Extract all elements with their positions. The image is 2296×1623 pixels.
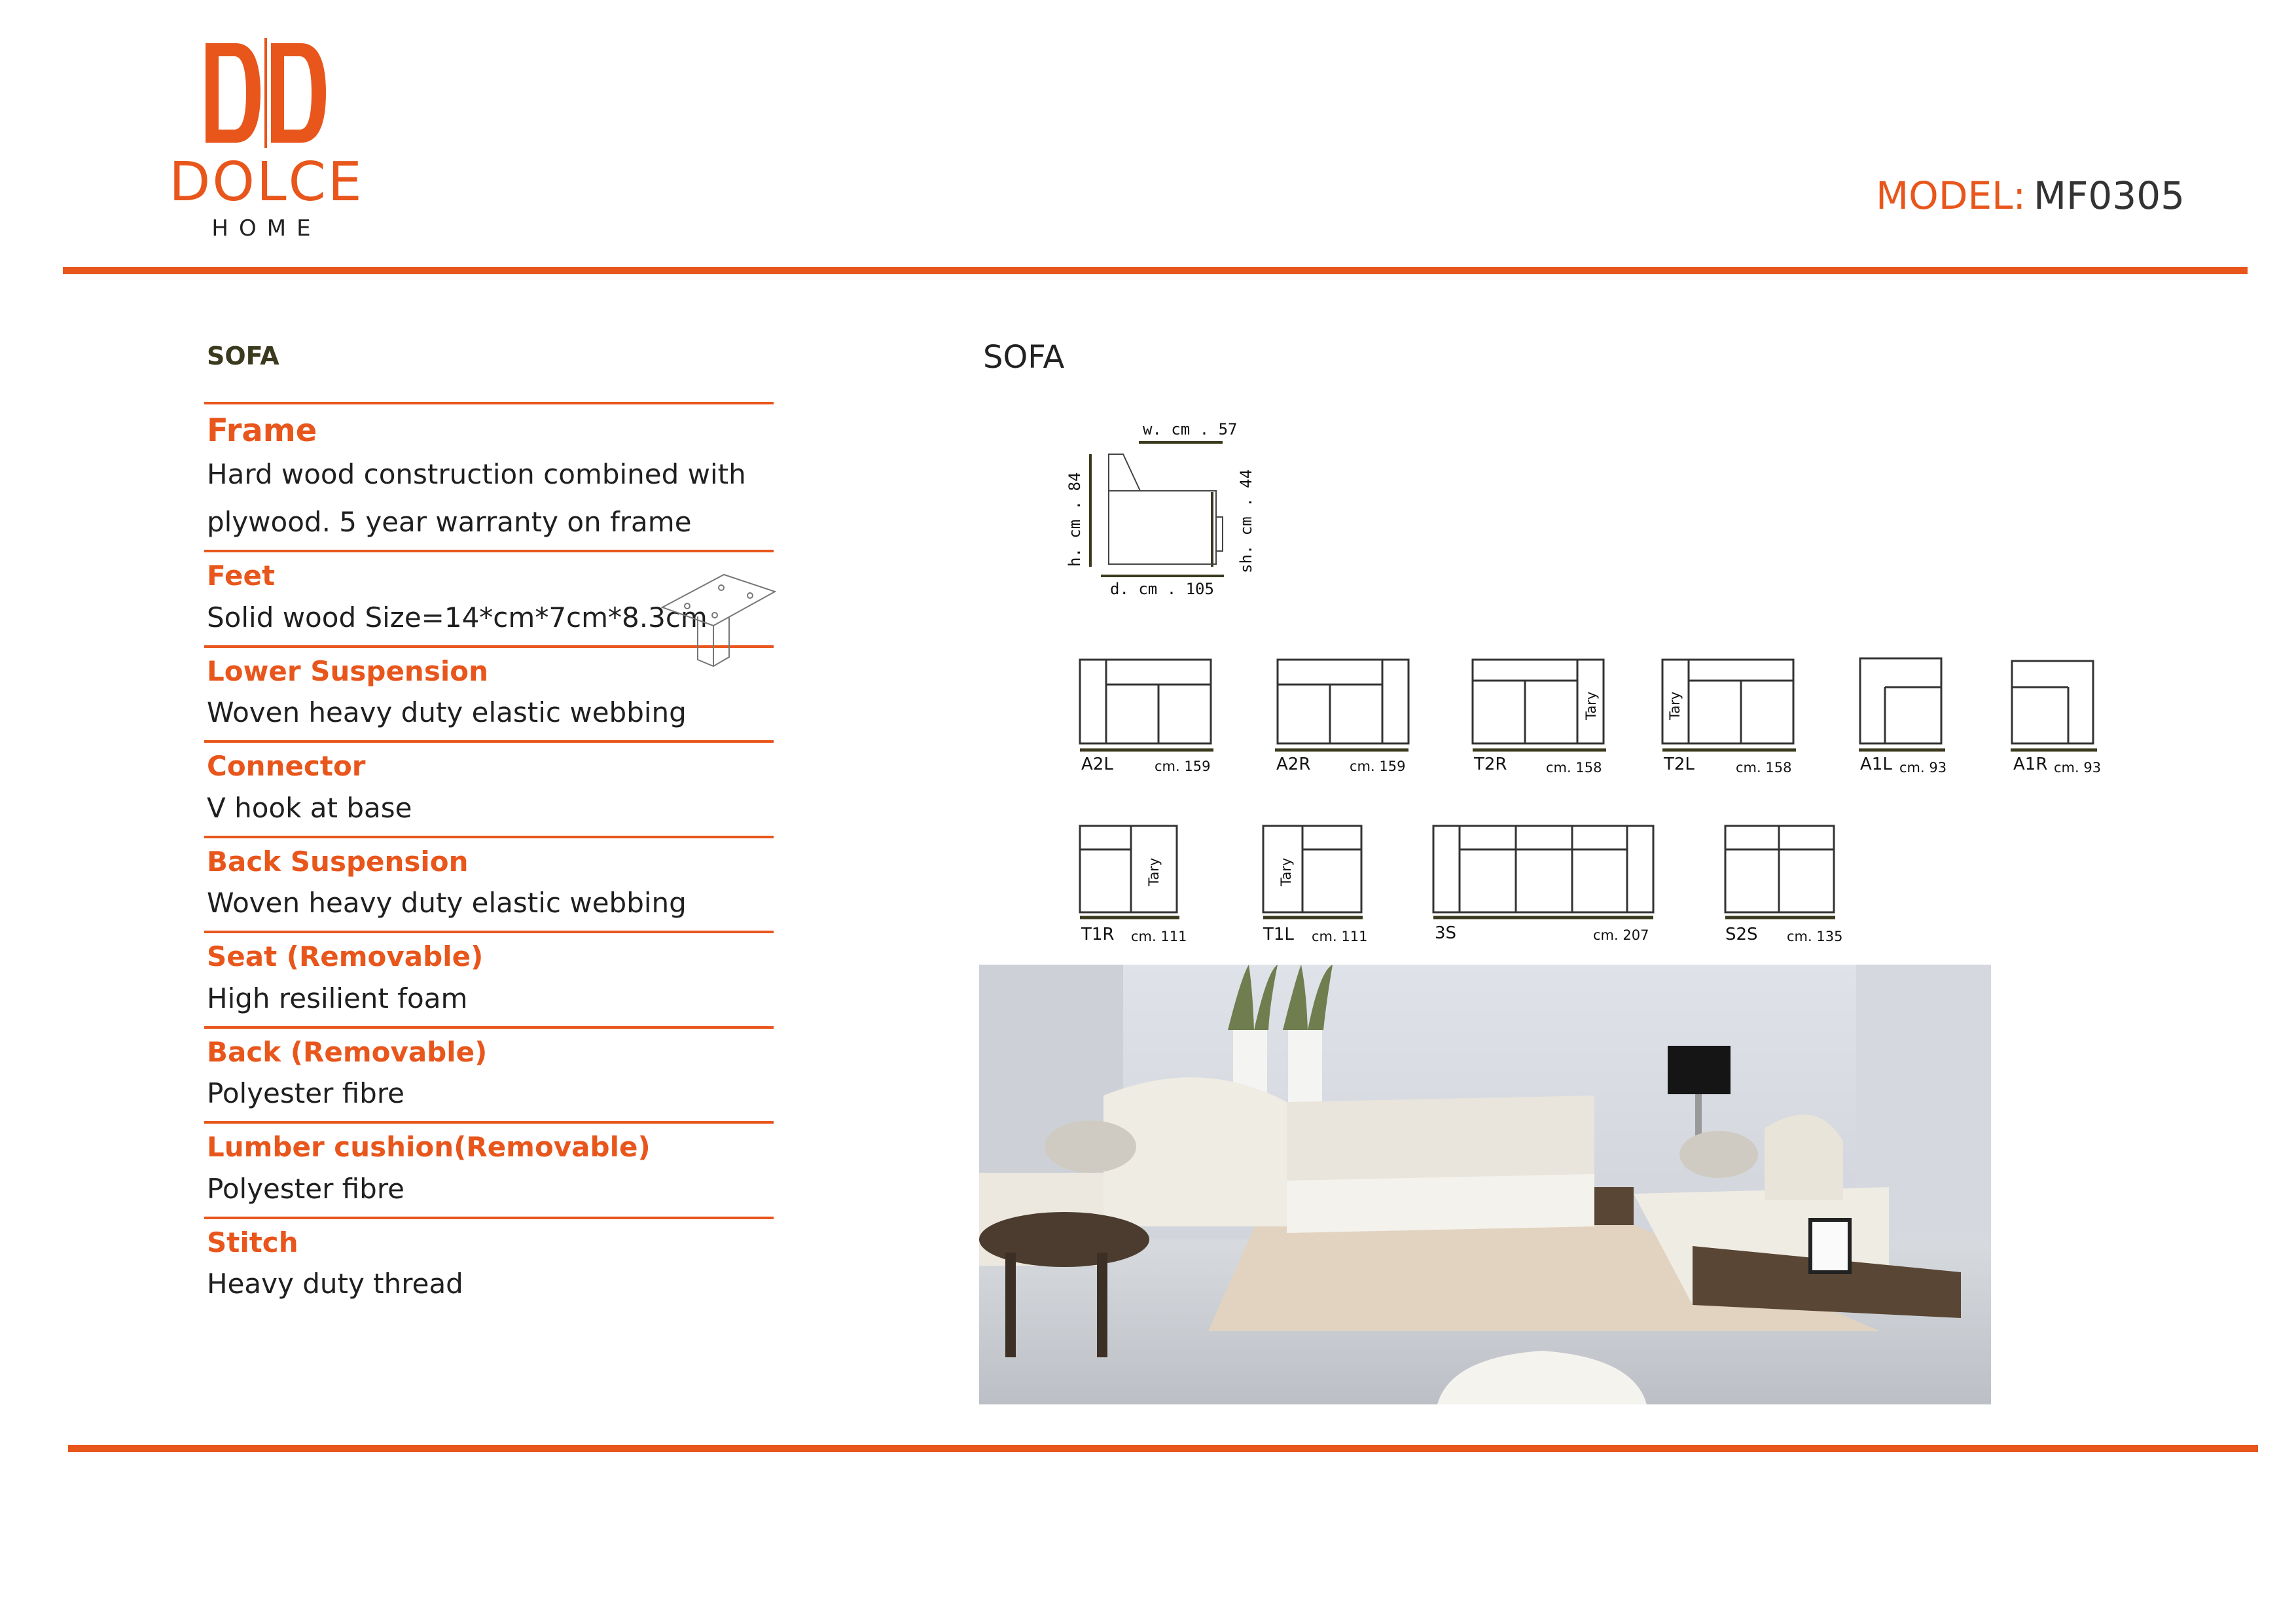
module-code: T2R — [1474, 755, 1507, 774]
module-a2l — [1076, 651, 1233, 781]
spec-desc: Polyester fibre — [207, 1172, 404, 1205]
module-size: cm. 135 — [1787, 929, 1843, 944]
dim-height-label: h. cm . 84 — [1066, 472, 1084, 567]
spec-label: Feet — [207, 560, 276, 592]
spec-list — [204, 402, 774, 1311]
module-a1l — [1855, 651, 2012, 781]
dim-width-label: w. cm . 57 — [1143, 420, 1238, 438]
module-s2s — [1720, 818, 1877, 949]
dim-depth-label: d. cm . 105 — [1110, 580, 1214, 598]
module-a2r — [1271, 651, 1428, 781]
module-code: T1L — [1263, 925, 1294, 944]
model-heading — [1876, 173, 2185, 218]
module-code: T1R — [1081, 925, 1115, 944]
module-code: A1R — [2013, 755, 2048, 774]
module-t2r — [1469, 651, 1626, 781]
dim-seat-height-label: sh. cm . 44 — [1237, 469, 1255, 573]
spec-desc: Heavy duty thread — [207, 1268, 463, 1300]
spec-stitch — [204, 1217, 774, 1312]
spec-connector — [204, 740, 774, 836]
spec-label: Lower Suspension — [207, 654, 488, 687]
module-size: cm. 111 — [1131, 929, 1187, 944]
module-size: cm. 111 — [1312, 929, 1368, 944]
sofa-room-photo — [979, 965, 1991, 1404]
spec-desc: plywood. 5 year warranty on frame — [207, 506, 692, 538]
module-3s — [1429, 818, 1665, 949]
header-divider — [63, 267, 2248, 274]
spec-desc: V hook at base — [207, 791, 412, 824]
spec-back — [204, 1026, 774, 1122]
spec-label: Back (Removable) — [207, 1035, 488, 1068]
module-size: cm. 158 — [1546, 760, 1602, 776]
feet-block-sketch — [661, 569, 776, 668]
footer-divider — [68, 1445, 2258, 1452]
model-label: MODEL: — [1876, 173, 2026, 218]
tray-label: Tary — [1146, 857, 1162, 886]
brand-name: DOLCE — [169, 151, 364, 213]
spec-label: Connector — [207, 750, 366, 782]
spec-desc: High resilient foam — [207, 982, 468, 1014]
spec-desc: Hard wood construction combined with — [207, 458, 746, 490]
spec-label: Frame — [207, 412, 317, 449]
model-number: MF0305 — [2033, 173, 2185, 218]
tray-label: Tary — [1667, 691, 1683, 720]
tray-label: Tary — [1278, 857, 1294, 886]
module-size: cm. 93 — [1899, 760, 1947, 776]
module-code: A1L — [1860, 755, 1892, 774]
drawings-title: SOFA — [983, 339, 1065, 376]
brand-subline: HOME — [211, 215, 321, 241]
module-size: cm. 93 — [2054, 760, 2102, 776]
tray-label: Tary — [1583, 691, 1599, 720]
spec-seat — [204, 931, 774, 1026]
spec-label: Stitch — [207, 1226, 298, 1258]
spec-label: Seat (Removable) — [207, 940, 484, 972]
module-t1l — [1258, 818, 1415, 949]
spec-lumber-cushion — [204, 1121, 774, 1217]
module-code: T2L — [1664, 755, 1695, 774]
spec-desc: Polyester fibre — [207, 1077, 404, 1109]
module-size: cm. 207 — [1593, 927, 1649, 943]
spec-desc: Woven heavy duty elastic webbing — [207, 696, 687, 728]
module-size: cm. 159 — [1155, 758, 1211, 774]
side-profile-drawing — [1060, 419, 1270, 602]
spec-label: Lumber cushion(Removable) — [207, 1131, 651, 1163]
module-size: cm. 159 — [1350, 758, 1406, 774]
module-code: 3S — [1435, 923, 1457, 943]
module-code: A2R — [1276, 755, 1311, 774]
spec-desc: Solid wood Size=14*cm*7cm*8.3cm — [207, 601, 708, 633]
module-t2l — [1659, 651, 1816, 781]
spec-frame — [204, 402, 774, 550]
spec-desc: Woven heavy duty elastic webbing — [207, 887, 687, 919]
spec-back-suspension — [204, 836, 774, 931]
dolce-logo-icon — [206, 38, 326, 148]
module-code: A2L — [1081, 755, 1113, 774]
spec-title: SOFA — [207, 342, 279, 370]
spec-label: Back Suspension — [207, 845, 469, 878]
module-size: cm. 158 — [1736, 760, 1792, 776]
module-a1r — [2009, 651, 2166, 781]
module-code: S2S — [1725, 925, 1758, 944]
module-t1r — [1076, 818, 1233, 949]
